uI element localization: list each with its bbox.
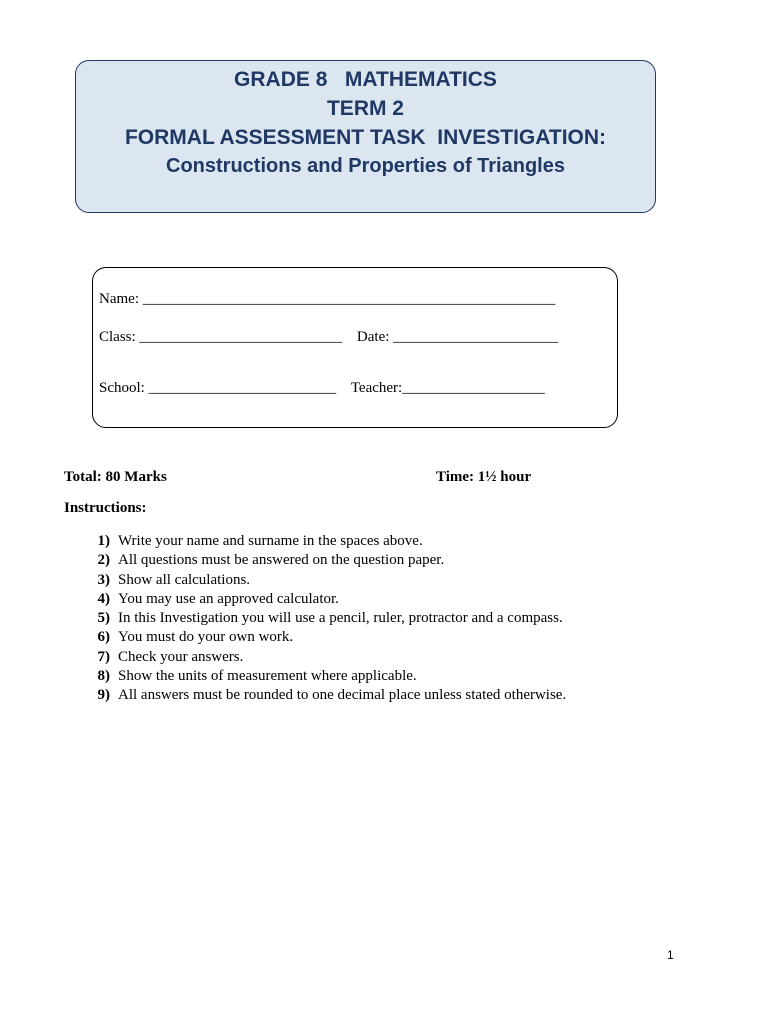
instructions-heading: Instructions: [64,500,147,516]
instruction-item [64,532,566,551]
topic-title: Constructions and Properties of Triangles [166,155,565,177]
instruction-number: 9) [97,687,110,704]
title-box [75,60,656,213]
instruction-text: Check your answers. [118,648,244,665]
instruction-text: In this Investigation you will use a pencil, ruler, protractor and a compass. [118,610,563,627]
instruction-item [64,648,566,667]
instruction-item [64,590,566,609]
instruction-item [64,628,566,647]
instruction-number: 2) [97,552,110,569]
instruction-number: 3) [97,571,110,588]
school-teacher-field[interactable]: School: _________________________ Teacher:___________________ [99,380,545,396]
instruction-text: Write your name and surname in the spaces above. [118,533,423,549]
instruction-text: Show the units of measurement where applicable. [118,668,417,685]
task-title: FORMAL ASSESSMENT TASK INVESTIGATION: [124,126,607,149]
instruction-item [64,571,566,590]
instruction-text: Show all calculations. [118,571,251,588]
time-allowed: Time: 1½ hour [436,469,532,485]
instruction-number: 1) [97,533,110,549]
instruction-number: 5) [97,610,110,627]
instruction-text: You must do your own work. [118,629,294,646]
grade-subject-title: GRADE 8 MATHEMATICS [234,68,497,91]
student-info-box [92,267,618,428]
instruction-text: All answers must be rounded to one decimal place unless stated otherwise. [118,687,567,704]
instruction-item [64,551,566,570]
instruction-item [64,686,566,705]
instruction-number: 4) [97,590,110,607]
instruction-number: 6) [97,629,110,646]
instruction-text: All questions must be answered on the question paper. [118,552,445,569]
instruction-text: You may use an approved calculator. [118,590,339,607]
class-date-field[interactable]: Class: ___________________________ Date: ______________________ [99,329,559,345]
instruction-list [64,532,566,706]
instruction-item [64,667,566,686]
instruction-number: 8) [97,668,110,685]
instruction-number: 7) [97,648,110,665]
term-title: TERM 2 [326,97,404,120]
page-number: 1 [667,948,674,962]
instruction-item [64,609,566,628]
total-marks: Total: 80 Marks [64,469,167,485]
name-field[interactable]: Name: _______________________________________________________ [99,291,556,307]
